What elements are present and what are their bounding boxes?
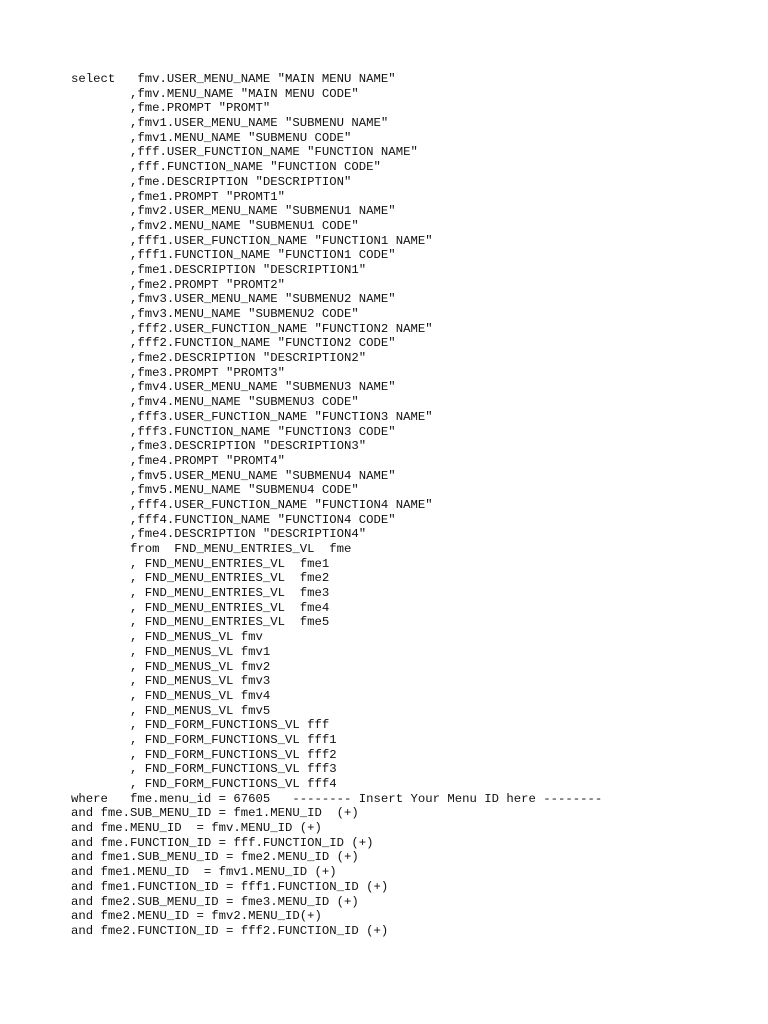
code-line: ,fme3.DESCRIPTION "DESCRIPTION3" bbox=[71, 439, 367, 454]
code-line: ,fmv3.MENU_NAME "SUBMENU2 CODE" bbox=[71, 307, 359, 321]
code-line: and fme1.MENU_ID = fmv1.MENU_ID (+) bbox=[71, 865, 337, 880]
code-line: ,fme4.DESCRIPTION "DESCRIPTION4" bbox=[71, 527, 367, 542]
code-line: and fme.MENU_ID = fmv.MENU_ID (+) bbox=[71, 821, 322, 836]
code-line: ,fmv3.USER_MENU_NAME "SUBMENU2 NAME" bbox=[71, 292, 396, 307]
code-line: ,fff4.USER_FUNCTION_NAME "FUNCTION4 NAME" bbox=[71, 497, 433, 512]
code-line: ,fme2.PROMPT "PROMT2" bbox=[71, 277, 286, 292]
code-line: ,fmv2.MENU_NAME "SUBMENU1 CODE" bbox=[71, 218, 359, 233]
code-line: ,fff4.FUNCTION_NAME "FUNCTION4 CODE" bbox=[71, 512, 396, 527]
code-line: and fme1.SUB_MENU_ID = fme2.MENU_ID (+) bbox=[71, 850, 359, 865]
code-line: and fme2.FUNCTION_ID = fff2.FUNCTION_ID (+) bbox=[71, 923, 389, 938]
code-line: , FND_MENUS_VL fmv4 bbox=[71, 688, 271, 703]
code-line: and fme2.MENU_ID = fmv2.MENU_ID(+) bbox=[71, 909, 322, 924]
code-line: , FND_MENU_ENTRIES_VL fme2 bbox=[71, 571, 330, 586]
code-line: , FND_MENU_ENTRIES_VL fme5 bbox=[71, 615, 330, 630]
code-line: ,fme3.PROMPT "PROMT3" bbox=[71, 365, 286, 380]
code-line: , FND_FORM_FUNCTIONS_VL fff bbox=[71, 718, 330, 733]
code-line: ,fmv5.USER_MENU_NAME "SUBMENU4 NAME" bbox=[71, 468, 396, 483]
code-line: , FND_MENUS_VL fmv2 bbox=[71, 659, 271, 674]
code-line: ,fme.PROMPT "PROMT" bbox=[71, 101, 271, 116]
code-line: , FND_MENU_ENTRIES_VL fme4 bbox=[71, 600, 330, 615]
code-line: , FND_FORM_FUNCTIONS_VL fff3 bbox=[71, 762, 337, 777]
code-line: , FND_MENUS_VL fmv5 bbox=[71, 703, 271, 718]
code-line: ,fff1.USER_FUNCTION_NAME "FUNCTION1 NAME" bbox=[71, 233, 433, 248]
code-line: ,fff1.FUNCTION_NAME "FUNCTION1 CODE" bbox=[71, 248, 396, 263]
code-line: ,fff2.FUNCTION_NAME "FUNCTION2 CODE" bbox=[71, 336, 396, 351]
code-line: and fme2.SUB_MENU_ID = fme3.MENU_ID (+) bbox=[71, 894, 359, 909]
code-line: , FND_FORM_FUNCTIONS_VL fff4 bbox=[71, 777, 337, 791]
code-line: ,fme.DESCRIPTION "DESCRIPTION" bbox=[71, 174, 352, 189]
code-line: , FND_MENUS_VL fmv3 bbox=[71, 674, 271, 689]
code-line: ,fff2.USER_FUNCTION_NAME "FUNCTION2 NAME" bbox=[71, 321, 433, 336]
code-line: , FND_MENU_ENTRIES_VL fme3 bbox=[71, 586, 330, 601]
code-line: and fme1.FUNCTION_ID = fff1.FUNCTION_ID (+) bbox=[71, 879, 389, 894]
code-line: ,fff.USER_FUNCTION_NAME "FUNCTION NAME" bbox=[71, 145, 418, 160]
code-line: and fme.FUNCTION_ID = fff.FUNCTION_ID (+) bbox=[71, 835, 374, 850]
code-line: , FND_FORM_FUNCTIONS_VL fff1 bbox=[71, 732, 337, 747]
code-line: from FND_MENU_ENTRIES_VL fme bbox=[71, 542, 352, 556]
code-line: , FND_MENUS_VL fmv bbox=[71, 630, 263, 645]
code-line: ,fme2.DESCRIPTION "DESCRIPTION2" bbox=[71, 351, 367, 366]
code-line: , FND_MENUS_VL fmv1 bbox=[71, 644, 271, 659]
code-line: ,fme4.PROMPT "PROMT4" bbox=[71, 453, 286, 468]
code-line: ,fmv2.USER_MENU_NAME "SUBMENU1 NAME" bbox=[71, 204, 396, 219]
code-line: ,fme1.PROMPT "PROMT1" bbox=[71, 189, 286, 204]
code-line: ,fff3.FUNCTION_NAME "FUNCTION3 CODE" bbox=[71, 424, 396, 439]
code-line: ,fff3.USER_FUNCTION_NAME "FUNCTION3 NAME" bbox=[71, 409, 433, 424]
code-line: ,fmv1.MENU_NAME "SUBMENU CODE" bbox=[71, 130, 352, 145]
code-line: ,fmv4.MENU_NAME "SUBMENU3 CODE" bbox=[71, 395, 359, 410]
code-line: ,fme1.DESCRIPTION "DESCRIPTION1" bbox=[71, 262, 367, 277]
code-line: and fme.SUB_MENU_ID = fme1.MENU_ID (+) bbox=[71, 806, 359, 821]
sql-query-text bbox=[71, 72, 602, 939]
code-line: ,fmv4.USER_MENU_NAME "SUBMENU3 NAME" bbox=[71, 380, 396, 395]
code-line: , FND_MENU_ENTRIES_VL fme1 bbox=[71, 556, 330, 571]
code-line: ,fff.FUNCTION_NAME "FUNCTION CODE" bbox=[71, 160, 381, 175]
code-line: ,fmv.MENU_NAME "MAIN MENU CODE" bbox=[71, 86, 359, 101]
code-line: where fme.menu_id = 67605 -------- Insert Your Menu ID here -------- bbox=[71, 791, 603, 806]
code-line: , FND_FORM_FUNCTIONS_VL fff2 bbox=[71, 747, 337, 762]
code-line: select fmv.USER_MENU_NAME "MAIN MENU NAME" bbox=[71, 72, 396, 86]
code-line: ,fmv5.MENU_NAME "SUBMENU4 CODE" bbox=[71, 483, 359, 498]
code-line: ,fmv1.USER_MENU_NAME "SUBMENU NAME" bbox=[71, 116, 389, 131]
